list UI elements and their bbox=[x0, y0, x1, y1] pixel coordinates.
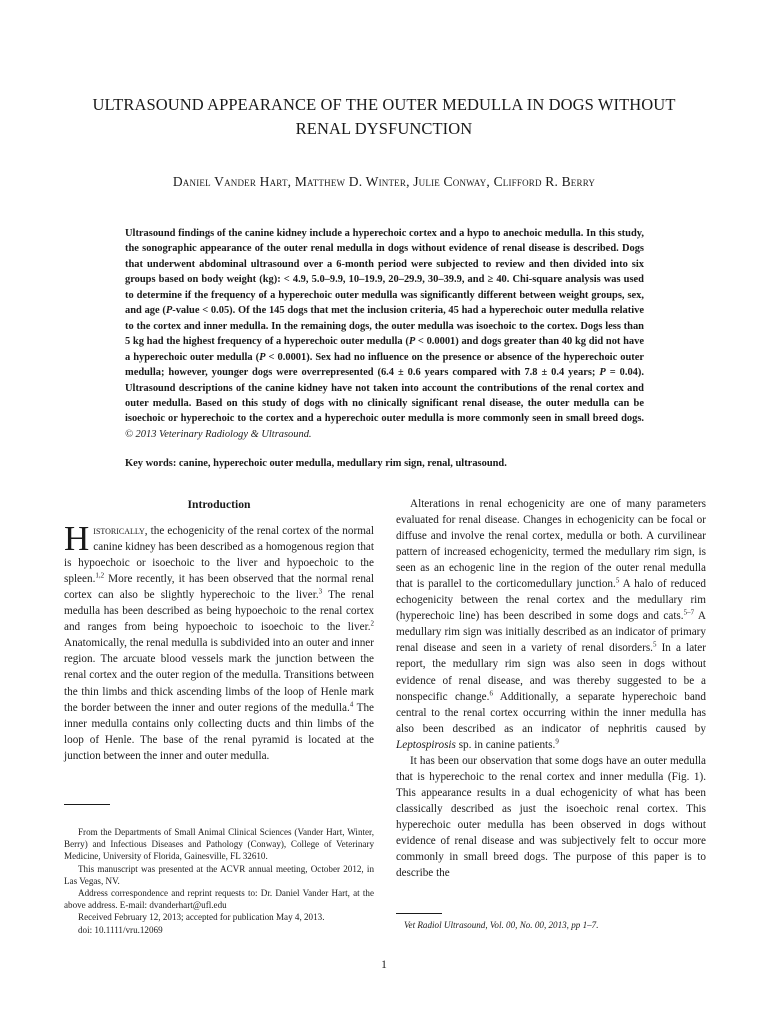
body-paragraph bbox=[396, 496, 706, 753]
body-text: A halo of reduced echogenicity between the renal cortex and the medullary rim (hyperechoic line) has been described in some dogs and cats. bbox=[396, 578, 706, 623]
body-text: Alterations in renal echogenicity are one of many parameters evaluated for renal disease. Changes in echogenicity can be focal or diffuse and involve the renal cortex, medulla or both. A curvilinear pattern of increased echogenicity, termed the medullary rim sign, is seen as an echogenic line in the region of the outer renal medulla that is parallel to the corticomedullary junction. bbox=[396, 498, 706, 591]
left-column bbox=[64, 497, 374, 764]
body-text: In a later report, the medullary rim sign was also seen in dogs without evidence of renal disease, and was thereby suggested to be a nonspecific change. bbox=[396, 642, 706, 703]
article-title: ULTRASOUND APPEARANCE OF THE OUTER MEDULLA IN DOGS WITHOUT RENAL DYSFUNCTION bbox=[92, 95, 676, 138]
body-text: A medullary rim sign was initially described as an indicator of primary renal disease and seen in a variety of renal disorders. bbox=[396, 610, 706, 655]
doi-link[interactable]: doi: 10.1111/vru.12069 bbox=[78, 924, 163, 935]
body-text: More recently, it has been observed that the normal renal cortex can also be slightly hyperechoic to the liver. bbox=[64, 573, 374, 602]
section-heading-introduction: Introduction bbox=[187, 498, 251, 511]
journal-name: Veterinary Radiology & Ultrasound. bbox=[159, 428, 312, 440]
author-list: Daniel Vander Hart, Matthew D. Winter, Julie Conway, Clifford R. Berry bbox=[172, 174, 596, 189]
body-text: , the echogenicity of the renal cortex of the normal canine kidney has been described as a homogenous region that is hypoechoic or isoechoic to the liver and hypoechoic to the spleen. bbox=[64, 525, 374, 586]
body-text: The inner medulla contains only collecting ducts and thin limbs of the loop of Henle. The base of the renal pyramid is located at the junction between the inner and outer medulla. bbox=[64, 701, 374, 762]
p-symbol: P bbox=[408, 336, 416, 348]
footnote-divider bbox=[64, 804, 110, 805]
keywords: Key words: canine, hyperechoic outer medulla, medullary rim sign, renal, ultrasound. bbox=[125, 458, 507, 469]
body-text: The renal medulla has been described as being hypoechoic to the renal cortex and ranges from being hypoechoic to isoechoic to the liver. bbox=[64, 589, 374, 634]
correspondence-note: Address correspondence and reprint requests to: Dr. Daniel Vander Hart, at the above address. E-mail: dvanderhart@ufl.edu bbox=[64, 888, 374, 911]
journal-citation: Vet Radiol Ultrasound, Vol. 00, No. 00, 2013, pp 1–7. bbox=[404, 920, 599, 930]
body-text: Anatomically, the renal medulla is subdivided into an outer and inner region. The arcuate blood vessels mark the junction between the renal cortex and the outer region of the medulla. Transitions between the thin limbs and thick ascending limbs of the loop of Henle mark the border between the inner and outer regions of the medulla. bbox=[64, 637, 374, 714]
reference-link[interactable]: 5 bbox=[615, 576, 620, 585]
reference-link[interactable]: 5–7 bbox=[683, 608, 695, 617]
reference-link[interactable]: 3 bbox=[318, 587, 323, 596]
abstract-text: = 0.04). Ultrasound descriptions of the canine kidney have not taken into account the contributions of the renal cortex and outer medulla. Based on this study of dogs with no clinically significant renal disease, the outer medulla can be isoechoic or hyperechoic to the cortex and a hyperechoic outer medulla is more commonly seen in small breed dogs. bbox=[125, 367, 644, 425]
reference-link[interactable]: 2 bbox=[370, 619, 374, 628]
lead-in-small-caps: istorically bbox=[93, 525, 145, 538]
abstract-text: < 0.0001) and dogs greater than 40 kg did not have a hyperechoic outer medulla ( bbox=[125, 336, 644, 363]
reference-link[interactable]: 5 bbox=[652, 640, 657, 649]
p-symbol: P bbox=[599, 367, 606, 379]
drop-cap: H bbox=[64, 519, 90, 559]
body-text: sp. in canine patients. bbox=[455, 738, 556, 751]
intro-paragraph bbox=[64, 519, 374, 764]
species-name: Leptospirosis bbox=[396, 738, 456, 751]
affiliation-note: From the Departments of Small Animal Clinical Sciences (Vander Hart, Winter, Berry) and Infectious Diseases and Pathology (Conway), College of Veterinary Medicine, University of Florida, Gainesville, FL 32610. bbox=[64, 827, 374, 862]
body-paragraph: It has been our observation that some dogs have an outer medulla that is hyperechoic to the renal cortex and inner medulla (Fig. 1). This appearance results in a dual echogenicity of what has been classically described as just the isoechoic renal cortex. This hyperechoic outer medulla has been observed in dogs without evidence of renal disease and was subjectively felt to occur more commonly in small breed dogs. The purpose of this paper is to describe the bbox=[396, 754, 706, 880]
presentation-note: This manuscript was presented at the ACVR annual meeting, October 2012, in Las Vegas, NV. bbox=[64, 863, 374, 886]
abstract-text: Ultrasound findings of the canine kidney include a hyperechoic cortex and a hypo to anechoic medulla. In this study, the sonographic appearance of the outer renal medulla in dogs without evidence of renal disease is described. Dogs that underwent abdominal ultrasound over a 6-month period were subjected to review and then divided into six groups based on body weight (kg): < 4.9, 5.0–9.9, 10–19.9, 20–29.9, 30–39.9, and ≥ 40. Chi-square analysis was used to determine if the frequency of a hyperechoic outer medulla was significantly different between weight groups, sex, and age ( bbox=[125, 228, 644, 317]
copyright: © 2013 bbox=[125, 428, 160, 440]
received-date: Received February 12, 2013; accepted for publication May 4, 2013. bbox=[78, 912, 325, 923]
citation-divider bbox=[396, 913, 442, 914]
p-symbol: P bbox=[165, 305, 173, 317]
reference-link[interactable]: 6 bbox=[489, 688, 493, 697]
abstract bbox=[125, 226, 644, 442]
abstract-text: < 0.0001). Sex had no influence on the presence or absence of the hyperechoic outer medulla; however, younger dogs were overrepresented (6.4 ± 0.6 years compared with 7.8 ± 0.4 years; bbox=[125, 351, 645, 379]
abstract-text: -value < 0.05). Of the 145 dogs that met the inclusion criteria, 45 had a hyperechoic outer medulla relative to the cortex and inner medulla. In the remaining dogs, the outer medulla was isoechoic to the cortex. Dogs less than 5 kg had the highest frequency of a hyperechoic outer medulla ( bbox=[125, 305, 644, 348]
reference-link[interactable]: 1,2 bbox=[95, 571, 105, 580]
footnotes bbox=[64, 826, 374, 936]
p-symbol: P bbox=[259, 351, 266, 363]
right-column bbox=[396, 496, 706, 881]
body-text: Additionally, a separate hyperechoic band central to the renal cortex occurring within the inner medulla has also been described as an indicator of nephritis caused by bbox=[396, 690, 706, 735]
reference-link[interactable]: 4 bbox=[349, 699, 354, 708]
reference-link[interactable]: 9 bbox=[555, 736, 559, 745]
page-number: 1 bbox=[381, 959, 387, 971]
